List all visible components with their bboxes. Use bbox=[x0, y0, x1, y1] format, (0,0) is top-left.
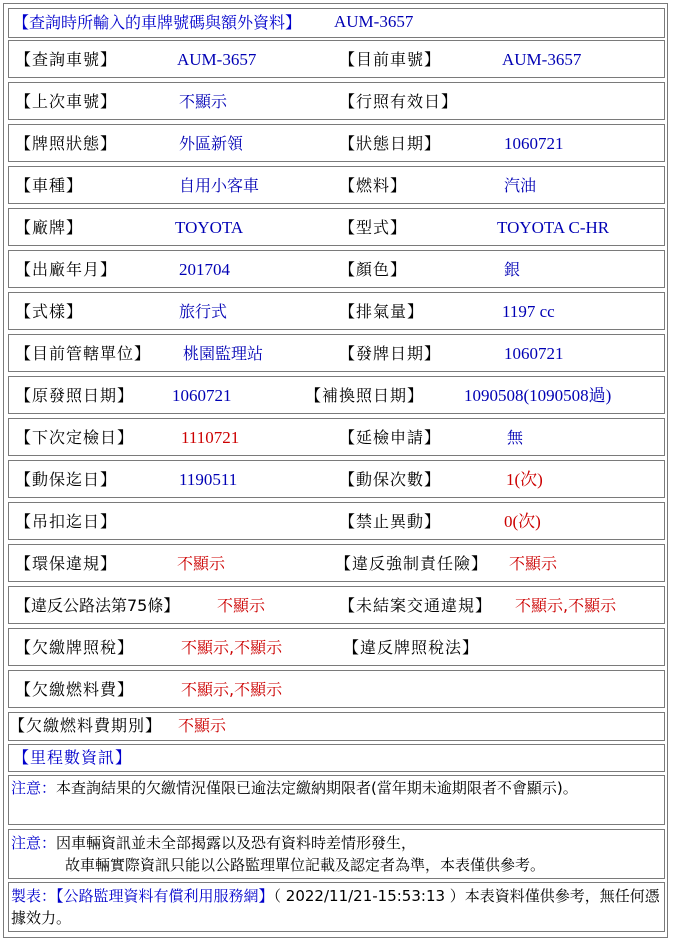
value-query-plate: AUM-3657 bbox=[177, 50, 257, 69]
value-model: TOYOTA C-HR bbox=[497, 218, 610, 237]
value-open-violations: 不顯示,不顯示 bbox=[515, 596, 617, 615]
label-collateral-count: 【動保次數】 bbox=[339, 470, 442, 489]
label-manufacture-date: 【出廠年月】 bbox=[15, 260, 118, 279]
row-plate-tax bbox=[8, 628, 665, 666]
value-jurisdiction: 桃園監理站 bbox=[183, 344, 264, 363]
row-fuel-fee-period bbox=[8, 712, 665, 741]
value-current-plate: AUM-3657 bbox=[502, 50, 582, 69]
value-body-style: 旅行式 bbox=[179, 302, 228, 321]
value-plate-status: 外區新領 bbox=[179, 134, 244, 153]
note-disclosure-tag: 注意： bbox=[11, 834, 57, 852]
mileage-title: 【里程數資訊】 bbox=[13, 748, 133, 767]
label-model: 【型式】 bbox=[339, 218, 408, 237]
value-inspection-extension: 無 bbox=[507, 428, 524, 447]
label-issue-date: 【發牌日期】 bbox=[339, 344, 442, 363]
label-vehicle-type: 【車種】 bbox=[15, 176, 84, 195]
row-next-inspection bbox=[8, 418, 665, 456]
note-producer-text bbox=[11, 885, 661, 929]
query-title: 【查詢時所輸入的車牌號碼與額外資料】 bbox=[13, 13, 302, 32]
row-vehicle-type bbox=[8, 166, 665, 204]
label-displacement: 【排氣量】 bbox=[339, 302, 425, 321]
value-highway-act: 不顯示 bbox=[217, 596, 266, 615]
note-arrears bbox=[8, 775, 665, 825]
value-previous-plate: 不顯示 bbox=[179, 92, 228, 111]
value-issue-date: 1060721 bbox=[504, 344, 564, 363]
value-reissue-date: 1090508(1090508過) bbox=[464, 386, 612, 405]
note-producer-tag: 製表： bbox=[11, 887, 57, 905]
row-manufacture-date bbox=[8, 250, 665, 288]
value-original-issue: 1060721 bbox=[172, 386, 232, 405]
row-brand bbox=[8, 208, 665, 246]
row-body-style bbox=[8, 292, 665, 330]
note-producer-body: （ 2022/11/21-15:53:13 ）本表資料僅供參考，無任何憑據效力。 bbox=[11, 887, 660, 927]
label-env-violation: 【環保違規】 bbox=[15, 554, 118, 573]
label-reissue-date: 【補換照日期】 bbox=[305, 386, 425, 405]
row-env-violation bbox=[8, 544, 665, 582]
value-status-date: 1060721 bbox=[504, 134, 564, 153]
label-brand: 【廠牌】 bbox=[15, 218, 84, 237]
label-fuel: 【燃料】 bbox=[339, 176, 408, 195]
label-transfer-ban: 【禁止異動】 bbox=[339, 512, 442, 531]
query-title-row bbox=[8, 8, 665, 38]
value-env-violation: 不顯示 bbox=[177, 554, 226, 573]
value-brand: TOYOTA bbox=[175, 218, 244, 237]
row-fuel-fee bbox=[8, 670, 665, 708]
value-fuel-fee-period: 不顯示 bbox=[178, 716, 227, 735]
value-vehicle-type: 自用小客車 bbox=[179, 176, 260, 195]
label-open-violations: 【未結案交通違規】 bbox=[339, 596, 493, 615]
value-fuel: 汽油 bbox=[504, 176, 537, 195]
note-arrears-tag: 注意： bbox=[11, 779, 57, 797]
label-plate-status: 【牌照狀態】 bbox=[15, 134, 118, 153]
row-collateral-end bbox=[8, 460, 665, 498]
label-body-style: 【式樣】 bbox=[15, 302, 84, 321]
value-color: 銀 bbox=[504, 260, 521, 279]
label-insurance-violation: 【違反強制責任險】 bbox=[335, 554, 489, 573]
label-color: 【顏色】 bbox=[339, 260, 408, 279]
value-collateral-end: 1190511 bbox=[179, 470, 238, 489]
query-plate: AUM-3657 bbox=[334, 12, 414, 31]
label-status-date: 【狀態日期】 bbox=[339, 134, 442, 153]
label-license-valid: 【行照有效日】 bbox=[339, 92, 459, 111]
mileage-row bbox=[8, 744, 665, 772]
label-fuel-fee-period: 【欠繳燃料費期別】 bbox=[9, 716, 163, 735]
label-suspension-end: 【吊扣迄日】 bbox=[15, 512, 118, 531]
row-highway-act bbox=[8, 586, 665, 624]
label-jurisdiction: 【目前管轄單位】 bbox=[15, 344, 152, 363]
label-plate-tax-due: 【欠繳牌照稅】 bbox=[15, 638, 135, 657]
value-manufacture-date: 201704 bbox=[179, 260, 230, 279]
note-arrears-body: 本查詢結果的欠繳情況僅限已逾法定繳納期限者(當年期未逾期限者不會顯示)。 bbox=[56, 779, 578, 797]
label-next-inspection: 【下次定檢日】 bbox=[15, 428, 135, 447]
value-fuel-fee-due: 不顯示,不顯示 bbox=[181, 680, 283, 699]
note-producer-source: 【公路監理資料有償利用服務網】 bbox=[56, 887, 274, 905]
note-disclosure bbox=[8, 829, 665, 879]
row-query-plate bbox=[8, 40, 665, 78]
label-original-issue: 【原發照日期】 bbox=[15, 386, 135, 405]
label-highway-act: 【違反公路法第75條】 bbox=[15, 596, 180, 615]
row-original-issue bbox=[8, 376, 665, 414]
value-insurance-violation: 不顯示 bbox=[509, 554, 558, 573]
label-plate-tax-violation: 【違反牌照稅法】 bbox=[343, 638, 480, 657]
note-disclosure-line1: 因車輛資訊並未全部揭露以及恐有資料時差情形發生， bbox=[56, 834, 417, 852]
value-plate-tax-due: 不顯示,不顯示 bbox=[181, 638, 283, 657]
note-disclosure-text bbox=[11, 832, 656, 876]
row-suspension-end bbox=[8, 502, 665, 540]
value-collateral-count: 1(次) bbox=[506, 470, 543, 489]
label-previous-plate: 【上次車號】 bbox=[15, 92, 118, 111]
label-inspection-extension: 【延檢申請】 bbox=[339, 428, 442, 447]
note-producer bbox=[8, 882, 665, 932]
row-plate-status bbox=[8, 124, 665, 162]
label-collateral-end: 【動保迄日】 bbox=[15, 470, 118, 489]
label-current-plate: 【目前車號】 bbox=[339, 50, 442, 69]
value-next-inspection: 1110721 bbox=[181, 428, 240, 447]
label-fuel-fee-due: 【欠繳燃料費】 bbox=[15, 680, 135, 699]
value-transfer-ban: 0(次) bbox=[504, 512, 541, 531]
note-disclosure-line2: 故車輛實際資訊只能以公路監理單位記載及認定者為準，本表僅供參考。 bbox=[65, 856, 546, 874]
row-jurisdiction bbox=[8, 334, 665, 372]
note-arrears-text bbox=[11, 777, 661, 799]
row-previous-plate bbox=[8, 82, 665, 120]
label-query-plate: 【查詢車號】 bbox=[15, 50, 118, 69]
value-displacement: 1197 cc bbox=[502, 302, 555, 321]
